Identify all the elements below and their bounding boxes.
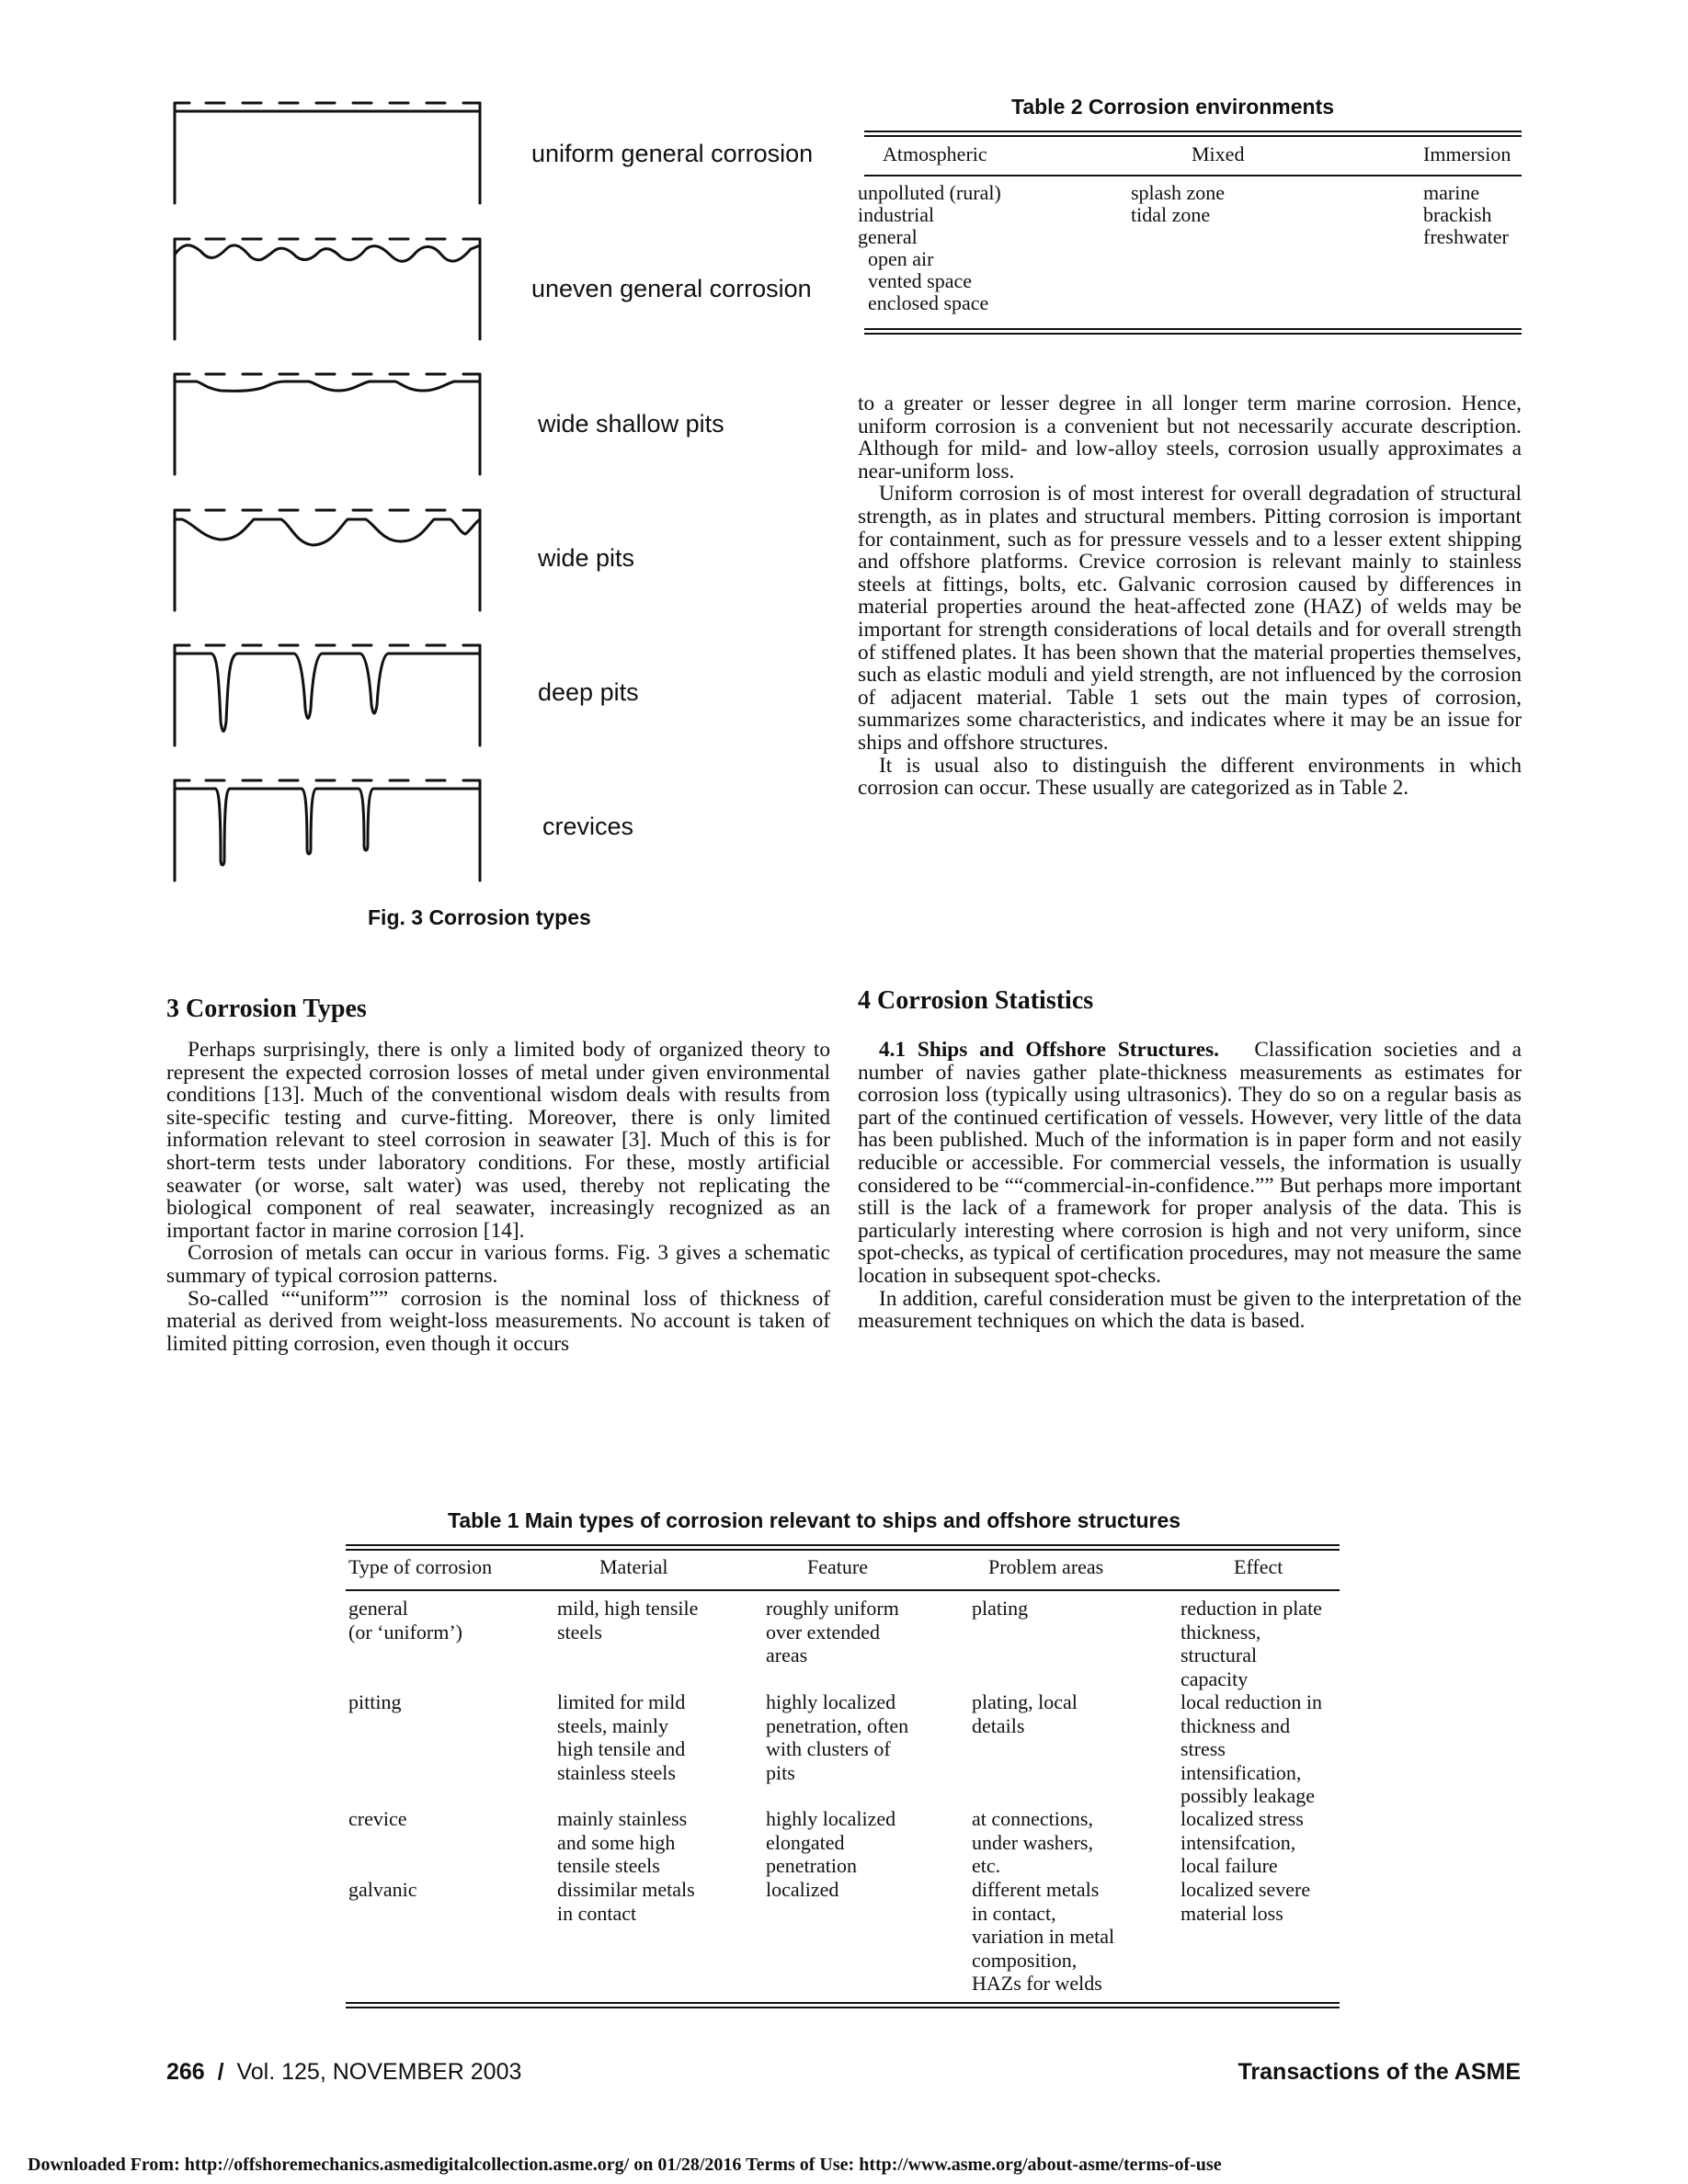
figure-3: [165, 87, 827, 887]
panel-deep-pits: [175, 645, 480, 745]
label-wide-shallow-pits: wide shallow pits: [538, 410, 724, 438]
paragraph: So-called ““uniform”” corrosion is the nominal loss of thickness of material as derived from weight-loss measurements. No account is taken of limited pitting corrosion, even though it occurs: [166, 1286, 830, 1356]
table2-caption: Table 2 Corrosion environments: [1011, 95, 1335, 119]
panel-uneven-general: [175, 239, 480, 339]
panel-crevices: [175, 780, 480, 881]
panel-uniform-general: [175, 103, 480, 203]
table-cell: mainly stainless and some high tensile steels: [557, 1807, 688, 1877]
section-3-heading: 3 Corrosion Types: [166, 995, 367, 1023]
page-number: 266: [166, 2059, 205, 2085]
table-cell: plating, local details: [972, 1690, 1078, 1737]
table2-rule-header: [864, 175, 1522, 176]
table2-cell-immersion: marine brackish freshwater: [1423, 181, 1509, 248]
label-wide-pits: wide pits: [538, 544, 635, 572]
paragraph: Uniform corrosion is of most interest for overall degradation of structural strength, as in plates and structural members. Pitting corrosion is important for containment, such as for pressure vessels and to a lesser extent shipping and offshore platforms. Crevice corrosion is relevant mainly to stainless steels at fittings, bolts, etc. Galvanic corrosion caused by differences in material properties around the heat-affected zone (HAZ) of welds may be important for strength considerations of local details and for overall strength of stiffened plates. It has been shown that the material properties themselves, such as elastic moduli and yield strength, are not influenced by the corrosion of adjacent material. Table 1 sets out the main types of corrosion, summarizes some characteristics, and indicates where it may be an issue for ships and offshore structures.: [858, 482, 1522, 755]
table1-header-material: Material: [599, 1555, 668, 1578]
table1-rule-header: [346, 1589, 1340, 1591]
table-cell: roughly uniform over extended areas: [766, 1597, 899, 1666]
subsection-4-1-text: Classification societies and a number of navies gather plate-thickness measurements as estimates for corrosion loss (typically using ultrasonics). They do so on a regular basis as part of the continued certification of vessels. However, very little of the data has been published. Much of the information is in paper form and not easily reducible or accessible. For commercial vessels, the information is usually considered to be ““commercial-in-confidence.”” But perhaps more important still is the lack of a framework for proper analysis of the data. This is particularly interesting where corrosion is high and not very uniform, since spot-checks, as typical of certification procedures, may not measure the same location in subsequent spot-checks.: [858, 1038, 1522, 1288]
download-note: Downloaded From: http://offshoremechanics.asmedigitalcollection.asme.org/ on 01/28/2016 Terms of Use: http://www.asme.org/about-asme/terms-of-use: [28, 2155, 1222, 2175]
section-4-text: [858, 1039, 1522, 1333]
label-deep-pits: deep pits: [538, 678, 639, 706]
table-cell: mild, high tensile steels: [557, 1597, 699, 1644]
subsection-4-1-heading: 4.1 Ships and Offshore Structures.: [879, 1038, 1219, 1062]
paragraph: [858, 1039, 1522, 1288]
table2-rule-top-1: [864, 131, 1522, 132]
table-cell: dissimilar metals in contact: [557, 1878, 695, 1925]
corrosion-types-diagram: [165, 87, 827, 887]
table1-header-feature: Feature: [807, 1555, 868, 1578]
table-cell: general (or ‘uniform’): [348, 1597, 463, 1644]
table1-header-effect: Effect: [1234, 1555, 1283, 1578]
journal-name: Transactions of the ASME: [1237, 2059, 1521, 2085]
table-cell: different metals in contact, variation in metal composition, HAZs for welds: [972, 1878, 1115, 1995]
panel-wide-pits: [175, 510, 480, 610]
table1-header-type: Type of corrosion: [348, 1555, 493, 1578]
table-cell: galvanic: [348, 1878, 417, 1901]
section-3-text: [166, 1039, 830, 1355]
table2-rule-top-2: [864, 135, 1522, 137]
panel-wide-shallow-pits: [175, 374, 480, 474]
paragraph: In addition, careful consideration must be given to the interpretation of the measurement techniques on which the data is based.: [858, 1286, 1522, 1334]
table2-header-immersion: Immersion: [1423, 142, 1511, 165]
table2-header-atmospheric: Atmospheric: [883, 142, 987, 165]
table-cell: limited for mild steels, mainly high tensile and stainless steels: [557, 1690, 686, 1784]
label-uniform-general-corrosion: uniform general corrosion: [531, 140, 814, 167]
table2-cell-atmospheric: unpolluted (rural) industrial general open air vented space enclosed space: [858, 181, 1001, 314]
table-cell: highly localized elongated penetration: [766, 1807, 896, 1877]
table2-rule-bottom-1: [864, 328, 1522, 330]
label-crevices: crevices: [542, 813, 634, 840]
table2-rule-bottom-2: [864, 333, 1522, 335]
table1-rule-bottom-1: [346, 2002, 1340, 2004]
table2-header-mixed: Mixed: [1192, 142, 1245, 165]
paragraph: to a greater or lesser degree in all longer term marine corrosion. Hence, uniform corrosion is a convenient but not necessarily accurate description. Although for mild- and low-alloy steels, corrosion usually approximates a near-uniform loss.: [858, 392, 1522, 483]
table-cell: highly localized penetration, often with clusters of pits: [766, 1690, 909, 1784]
paragraph: It is usual also to distinguish the different environments in which corrosion can occur. These usually are categorized as in Table 2.: [858, 753, 1522, 801]
table1-rule-top-2: [346, 1549, 1340, 1551]
table-cell: at connections, under washers, etc.: [972, 1807, 1093, 1877]
table-cell: localized: [766, 1878, 839, 1901]
table-cell: pitting: [348, 1690, 402, 1713]
table2-cell-mixed: splash zone tidal zone: [1131, 181, 1226, 226]
table-cell: reduction in plate thickness, structural capacity: [1180, 1597, 1322, 1690]
figure-caption: Fig. 3 Corrosion types: [368, 905, 591, 929]
table-cell: local reduction in thickness and stress intensification, possibly leakage: [1180, 1690, 1322, 1807]
table1-rule-top-1: [346, 1544, 1340, 1546]
table-cell: localized stress intensifcation, local failure: [1180, 1807, 1304, 1877]
volume-info: Vol. 125, NOVEMBER 2003: [236, 2059, 522, 2085]
table1-header-problem-areas: Problem areas: [988, 1555, 1104, 1578]
label-uneven-general-corrosion: uneven general corrosion: [531, 275, 812, 302]
section-4-heading: 4 Corrosion Statistics: [858, 986, 1094, 1015]
table-cell: crevice: [348, 1807, 407, 1830]
paragraph: Perhaps surprisingly, there is only a limited body of organized theory to represent the expected corrosion losses of metal under given environmental conditions [13]. Much of the conventional wisdom deals with results from site-specific testing and curve-fitting. Moreover, there is only limited information relevant to steel corrosion in seawater [3]. Much of this is for short-term tests under laboratory conditions. For these, mostly artificial seawater (or worse, salt water) was used, thereby not replicating the biological component of real seawater, increasingly recognized as an important factor in marine corrosion [14].: [166, 1038, 830, 1243]
footer-page-info: [166, 2059, 521, 2086]
table-cell: localized severe material loss: [1180, 1878, 1311, 1925]
table1-caption: Table 1 Main types of corrosion relevant to ships and offshore structures: [448, 1508, 1181, 1532]
table1-rule-bottom-2: [346, 2007, 1340, 2008]
right-column-top-text: [858, 392, 1522, 800]
paragraph: Corrosion of metals can occur in various forms. Fig. 3 gives a schematic summary of typical corrosion patterns.: [166, 1241, 830, 1288]
table-cell: plating: [972, 1597, 1029, 1620]
footer-separator: /: [217, 2059, 224, 2085]
